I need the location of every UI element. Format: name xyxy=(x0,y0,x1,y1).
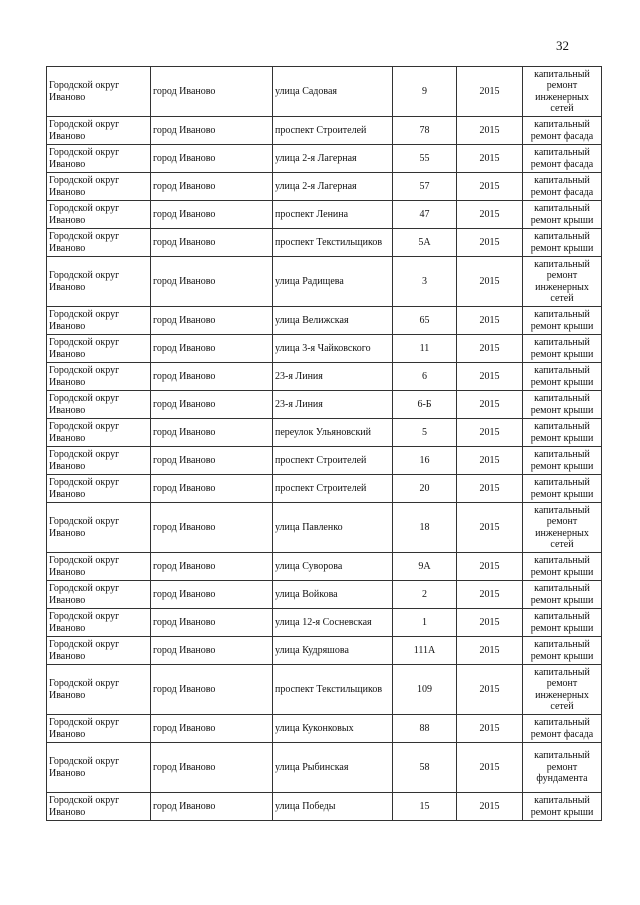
year-cell: 2015 xyxy=(457,391,523,419)
house-number-cell: 88 xyxy=(393,715,457,743)
work-type-cell: капитальный ремонт крыши xyxy=(523,229,602,257)
municipality-cell: Городской округ Иваново xyxy=(47,117,151,145)
street-cell: проспект Текстильщиков xyxy=(273,229,393,257)
street-cell: улица Куконковых xyxy=(273,715,393,743)
street-cell: улица Радищева xyxy=(273,257,393,307)
registry-body xyxy=(47,67,602,821)
street-cell: улица Кудряшова xyxy=(273,637,393,665)
house-number-cell: 1 xyxy=(393,609,457,637)
city-cell: город Иваново xyxy=(151,553,273,581)
work-type-cell: капитальный ремонт крыши xyxy=(523,609,602,637)
municipality-cell: Городской округ Иваново xyxy=(47,665,151,715)
house-number-cell: 78 xyxy=(393,117,457,145)
table-row xyxy=(47,447,602,475)
street-cell: улица Войкова xyxy=(273,581,393,609)
municipality-cell: Городской округ Иваново xyxy=(47,201,151,229)
repair-registry-table xyxy=(46,66,602,821)
table-row xyxy=(47,363,602,391)
city-cell: город Иваново xyxy=(151,665,273,715)
city-cell: город Иваново xyxy=(151,229,273,257)
work-type-cell: капитальный ремонт инженерных сетей xyxy=(523,67,602,117)
house-number-cell: 9А xyxy=(393,553,457,581)
city-cell: город Иваново xyxy=(151,793,273,821)
work-type-cell: капитальный ремонт крыши xyxy=(523,335,602,363)
work-type-cell: капитальный ремонт фасада xyxy=(523,117,602,145)
table-row xyxy=(47,503,602,553)
street-cell: 23-я Линия xyxy=(273,391,393,419)
work-type-cell: капитальный ремонт инженерных сетей xyxy=(523,665,602,715)
year-cell: 2015 xyxy=(457,307,523,335)
house-number-cell: 55 xyxy=(393,145,457,173)
table-row xyxy=(47,201,602,229)
city-cell: город Иваново xyxy=(151,715,273,743)
municipality-cell: Городской округ Иваново xyxy=(47,419,151,447)
city-cell: город Иваново xyxy=(151,363,273,391)
table-row xyxy=(47,553,602,581)
city-cell: город Иваново xyxy=(151,419,273,447)
city-cell: город Иваново xyxy=(151,145,273,173)
table-row xyxy=(47,335,602,363)
municipality-cell: Городской округ Иваново xyxy=(47,447,151,475)
year-cell: 2015 xyxy=(457,335,523,363)
house-number-cell: 2 xyxy=(393,581,457,609)
work-type-cell: капитальный ремонт крыши xyxy=(523,581,602,609)
street-cell: проспект Строителей xyxy=(273,117,393,145)
house-number-cell: 11 xyxy=(393,335,457,363)
municipality-cell: Городской округ Иваново xyxy=(47,307,151,335)
house-number-cell: 65 xyxy=(393,307,457,335)
city-cell: город Иваново xyxy=(151,173,273,201)
year-cell: 2015 xyxy=(457,173,523,201)
city-cell: город Иваново xyxy=(151,581,273,609)
year-cell: 2015 xyxy=(457,363,523,391)
municipality-cell: Городской округ Иваново xyxy=(47,335,151,363)
municipality-cell: Городской округ Иваново xyxy=(47,229,151,257)
house-number-cell: 109 xyxy=(393,665,457,715)
city-cell: город Иваново xyxy=(151,257,273,307)
year-cell: 2015 xyxy=(457,553,523,581)
municipality-cell: Городской округ Иваново xyxy=(47,637,151,665)
work-type-cell: капитальный ремонт фасада xyxy=(523,715,602,743)
table-row xyxy=(47,743,602,793)
work-type-cell: капитальный ремонт крыши xyxy=(523,475,602,503)
work-type-cell: капитальный ремонт крыши xyxy=(523,391,602,419)
city-cell: город Иваново xyxy=(151,201,273,229)
house-number-cell: 6-Б xyxy=(393,391,457,419)
street-cell: проспект Текстильщиков xyxy=(273,665,393,715)
street-cell: переулок Ульяновский xyxy=(273,419,393,447)
table-row xyxy=(47,475,602,503)
work-type-cell: капитальный ремонт инженерных сетей xyxy=(523,257,602,307)
municipality-cell: Городской округ Иваново xyxy=(47,609,151,637)
municipality-cell: Городской округ Иваново xyxy=(47,715,151,743)
year-cell: 2015 xyxy=(457,715,523,743)
table-row xyxy=(47,665,602,715)
city-cell: город Иваново xyxy=(151,503,273,553)
year-cell: 2015 xyxy=(457,229,523,257)
table-row xyxy=(47,793,602,821)
house-number-cell: 6 xyxy=(393,363,457,391)
street-cell: улица Рыбинская xyxy=(273,743,393,793)
city-cell: город Иваново xyxy=(151,117,273,145)
municipality-cell: Городской округ Иваново xyxy=(47,173,151,201)
year-cell: 2015 xyxy=(457,793,523,821)
year-cell: 2015 xyxy=(457,419,523,447)
work-type-cell: капитальный ремонт крыши xyxy=(523,201,602,229)
city-cell: город Иваново xyxy=(151,637,273,665)
work-type-cell: капитальный ремонт крыши xyxy=(523,793,602,821)
municipality-cell: Городской округ Иваново xyxy=(47,67,151,117)
table-row xyxy=(47,67,602,117)
city-cell: город Иваново xyxy=(151,743,273,793)
city-cell: город Иваново xyxy=(151,67,273,117)
municipality-cell: Городской округ Иваново xyxy=(47,391,151,419)
house-number-cell: 5А xyxy=(393,229,457,257)
table-row xyxy=(47,581,602,609)
page-number: 32 xyxy=(556,38,569,53)
house-number-cell: 111А xyxy=(393,637,457,665)
work-type-cell: капитальный ремонт крыши xyxy=(523,307,602,335)
house-number-cell: 47 xyxy=(393,201,457,229)
work-type-cell: капитальный ремонт крыши xyxy=(523,363,602,391)
municipality-cell: Городской округ Иваново xyxy=(47,257,151,307)
year-cell: 2015 xyxy=(457,447,523,475)
city-cell: город Иваново xyxy=(151,307,273,335)
work-type-cell: капитальный ремонт крыши xyxy=(523,419,602,447)
table-row xyxy=(47,419,602,447)
work-type-cell: капитальный ремонт крыши xyxy=(523,637,602,665)
table-row xyxy=(47,637,602,665)
municipality-cell: Городской округ Иваново xyxy=(47,503,151,553)
table-row xyxy=(47,229,602,257)
year-cell: 2015 xyxy=(457,117,523,145)
year-cell: 2015 xyxy=(457,475,523,503)
municipality-cell: Городской округ Иваново xyxy=(47,793,151,821)
city-cell: город Иваново xyxy=(151,335,273,363)
table-row xyxy=(47,117,602,145)
municipality-cell: Городской округ Иваново xyxy=(47,581,151,609)
municipality-cell: Городской округ Иваново xyxy=(47,475,151,503)
year-cell: 2015 xyxy=(457,201,523,229)
house-number-cell: 9 xyxy=(393,67,457,117)
work-type-cell: капитальный ремонт фундамента xyxy=(523,743,602,793)
year-cell: 2015 xyxy=(457,743,523,793)
year-cell: 2015 xyxy=(457,637,523,665)
house-number-cell: 5 xyxy=(393,419,457,447)
house-number-cell: 58 xyxy=(393,743,457,793)
table-row xyxy=(47,257,602,307)
street-cell: 23-я Линия xyxy=(273,363,393,391)
street-cell: улица 12-я Сосневская xyxy=(273,609,393,637)
city-cell: город Иваново xyxy=(151,447,273,475)
street-cell: проспект Ленина xyxy=(273,201,393,229)
street-cell: улица Садовая xyxy=(273,67,393,117)
municipality-cell: Городской округ Иваново xyxy=(47,145,151,173)
city-cell: город Иваново xyxy=(151,391,273,419)
street-cell: улица 2-я Лагерная xyxy=(273,145,393,173)
table-row xyxy=(47,307,602,335)
house-number-cell: 15 xyxy=(393,793,457,821)
house-number-cell: 20 xyxy=(393,475,457,503)
table-row xyxy=(47,173,602,201)
year-cell: 2015 xyxy=(457,609,523,637)
municipality-cell: Городской округ Иваново xyxy=(47,553,151,581)
work-type-cell: капитальный ремонт фасада xyxy=(523,173,602,201)
street-cell: улица 2-я Лагерная xyxy=(273,173,393,201)
table-row xyxy=(47,391,602,419)
work-type-cell: капитальный ремонт инженерных сетей xyxy=(523,503,602,553)
work-type-cell: капитальный ремонт крыши xyxy=(523,553,602,581)
table-row xyxy=(47,145,602,173)
table-row xyxy=(47,609,602,637)
year-cell: 2015 xyxy=(457,145,523,173)
house-number-cell: 18 xyxy=(393,503,457,553)
street-cell: проспект Строителей xyxy=(273,475,393,503)
street-cell: улица 3-я Чайковского xyxy=(273,335,393,363)
year-cell: 2015 xyxy=(457,581,523,609)
table-row xyxy=(47,715,602,743)
year-cell: 2015 xyxy=(457,67,523,117)
work-type-cell: капитальный ремонт крыши xyxy=(523,447,602,475)
work-type-cell: капитальный ремонт фасада xyxy=(523,145,602,173)
municipality-cell: Городской округ Иваново xyxy=(47,743,151,793)
street-cell: улица Суворова xyxy=(273,553,393,581)
municipality-cell: Городской округ Иваново xyxy=(47,363,151,391)
house-number-cell: 16 xyxy=(393,447,457,475)
street-cell: улица Павленко xyxy=(273,503,393,553)
street-cell: улица Победы xyxy=(273,793,393,821)
city-cell: город Иваново xyxy=(151,609,273,637)
street-cell: улица Велижская xyxy=(273,307,393,335)
house-number-cell: 57 xyxy=(393,173,457,201)
street-cell: проспект Строителей xyxy=(273,447,393,475)
house-number-cell: 3 xyxy=(393,257,457,307)
year-cell: 2015 xyxy=(457,503,523,553)
city-cell: город Иваново xyxy=(151,475,273,503)
year-cell: 2015 xyxy=(457,665,523,715)
year-cell: 2015 xyxy=(457,257,523,307)
